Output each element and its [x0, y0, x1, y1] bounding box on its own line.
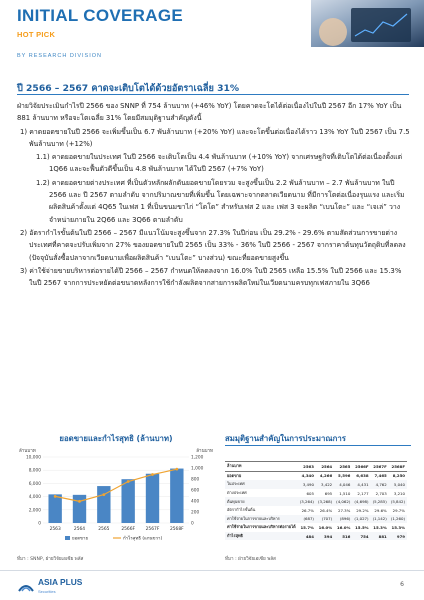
table-row	[225, 515, 407, 524]
y-right-unit: ล้านบาท	[196, 449, 213, 454]
footer-divider	[0, 570, 424, 571]
table-cell: (687)	[298, 515, 316, 524]
table-cell: 26.7%	[301, 507, 314, 513]
table-cell: (4,062)	[334, 497, 352, 506]
point-1-1: 1.1) คาดยอดขายในประเทศ ในปี 2566 จะเติบโตเป็น 4.4 พันล้านบาท (+10% YoY) จากเศรษฐกิจที่เติบโตได้ต่อเนื่องตั้งแต่ 1Q66 และจะฟื้นตัวดีขึ้นเป็น 4.8 พันล้านบาท ได้ในปี 2567 (+7% YoY)	[36, 153, 403, 174]
table-divider	[225, 445, 411, 446]
intro-paragraph: ฝ่ายวิจัยประเมินกำไรปี 2566 ของ SNNP ที่ 754 ล้านบาท (+46% YoY) โดยคาดจะโตได้ต่อเนื่องไปในปี 2567 อีก 17% YoY เป็น 881 ล้านบาท หรือจะโตเฉลี่ย 31% โดยมีสมมุติฐานสำคัญดังนี้	[17, 102, 402, 123]
sales-bar	[146, 474, 159, 523]
table-cell: 754	[352, 532, 370, 541]
table-cell: 695	[324, 490, 333, 496]
table-header-year: 2567F	[371, 462, 389, 472]
table-cell: (4,698)	[352, 497, 370, 506]
point-2: 2) อัตรากำไรขั้นต้นในปี 2566 – 2567 มีแนวโน้มจะสูงขึ้นจาก 27.3% ในปีก่อน เป็น 29.2% - 29.6% ตามสัดส่วนการขายต่างประเทศที่คาดจะปรับเพิ่มจาก 27% ของยอดขายในปี 2565 เป็น 33% - 36% ในปี 2566 - 2567 จากราคาต้นทุนวัตถุดิบที่ลดลง (ปัจจุบันสั่งซื้อปลาจากเวียดนามเพื่อผลิตสินค้า “เบนโตะ” บางส่วน) ขณะที่ยอดขายสูงขึ้น	[20, 228, 406, 262]
y-left-tick-label: 0	[38, 521, 41, 527]
report-byline: BY RESEARCH DIVISION	[17, 53, 102, 59]
table-cell: 5,596	[338, 473, 351, 479]
body-text	[17, 100, 411, 290]
table-cell: 29.6%	[374, 507, 387, 513]
report-header	[0, 0, 424, 66]
table-cell: 4,762	[371, 480, 389, 489]
table-row-label: ค่าใช้จ่ายในการขายและบริหารต่อรายได้	[227, 524, 296, 530]
x-tick-label: 2565	[98, 527, 110, 532]
table-title: สมมุติฐานสำคัญในการประมาณการ	[225, 434, 346, 443]
asia-plus-logo	[18, 578, 82, 596]
table-cell: (5,842)	[389, 497, 407, 506]
logo-subtitle: Securities	[38, 589, 56, 594]
table-cell: 4,431	[352, 480, 370, 489]
profit-point	[127, 480, 130, 483]
profit-point	[78, 500, 81, 503]
report-category: HOT PICK	[17, 30, 56, 39]
section-divider	[17, 94, 409, 95]
sales-bar	[170, 469, 183, 523]
table-cell: 4,046	[334, 480, 352, 489]
table-row	[225, 497, 407, 506]
x-tick-label: 2563	[49, 527, 61, 532]
table-body	[225, 471, 407, 540]
sales-bar	[121, 479, 134, 523]
logo-mark-icon	[18, 581, 34, 593]
point-1-2: 1.2) คาดยอดขายต่างประเทศ ที่เป็นตัวหลักผลักดันยอดขายโดยรวม จะสูงขึ้นเป็น 2.2 พันล้านบาท – 2.7 พันล้านบาท ในปี 2566 และ ปี 2567 ตามลำดับ จากปริมาณขายที่เพิ่มขึ้น โดยเฉพาะจากตลาดเวียดนาม ที่มีการโตต่อเนื่องรุนแรง และเริ่มผลิตสินค้าตั้งแต่ 4Q65 ในเฟส 1 ที่เป็นขนมขาไก่ “โดโด” สำหรับเฟส 2 และ เฟส 3 จะผลิต “เบนโตะ” และ “เจเล่” วางจำหน่ายภายใน 2Q66 และ 3Q66 ตามลำดับ	[36, 178, 405, 224]
sales-bar	[73, 495, 86, 523]
header-photo	[311, 0, 424, 47]
table-cell: 881	[371, 532, 389, 541]
legend-label-profit: กำไรสุทธิ (แกนขวา)	[123, 536, 163, 542]
report-title: INITIAL COVERAGE	[17, 6, 184, 25]
table-cell: 2,703	[375, 490, 387, 496]
table-cell: 15.3%	[391, 524, 405, 530]
table-row	[225, 471, 407, 480]
table-cell: 484	[298, 532, 316, 541]
table-cell: 15.3%	[373, 524, 387, 530]
table-row	[225, 506, 407, 515]
table-header-year: 2566F	[352, 462, 370, 472]
legend-swatch-sales	[65, 536, 70, 540]
table-cell: (3,268)	[316, 497, 334, 506]
table-row	[225, 480, 407, 489]
table-cell: 3,422	[316, 480, 334, 489]
chart-source: ที่มา : SNNP, ฝ่ายวิจัยเอเซีย พลัส	[17, 557, 84, 562]
table-cell: 605	[306, 490, 314, 496]
x-tick-label: 2566F	[121, 527, 136, 532]
table-cell: 3,490	[298, 480, 316, 489]
table-header-year: 2568F	[389, 462, 407, 472]
table-row-label: ต้นทุนขาย	[225, 497, 298, 506]
y-right-tick-label: 1,200	[191, 455, 204, 461]
table-cell: 15.7%	[300, 524, 314, 530]
page-number: 6	[400, 581, 404, 588]
table-cell: 4,266	[319, 473, 333, 479]
table-row-label: ยอดขาย	[227, 472, 242, 478]
table-cell: (3,264)	[298, 497, 316, 506]
table-header-year: 2564	[316, 462, 334, 472]
table-cell: 6,638	[356, 473, 369, 479]
legend-label-sales: ยอดขาย	[72, 536, 89, 542]
y-left-tick-label: 6,000	[28, 481, 41, 487]
table-cell: 2,177	[357, 490, 369, 496]
table-header-label: ล้านบาท	[225, 462, 298, 472]
table-cell: (1,027)	[352, 515, 370, 524]
page-footer	[0, 570, 424, 600]
point-1: 1) คาดยอดขายในปี 2566 จะเพิ่มขึ้นเป็น 6.7 พันล้านบาท (+20% YoY) และจะโตขึ้นต่อเนื่องได้ราว 13% YoY ในปี 2567 เป็น 7.5 พันล้านบาท (+12%)	[20, 127, 410, 148]
section-title: ปี 2566 – 2567 คาดจะเติบโตได้ด้วยอัตราเฉลี่ย 31%	[17, 83, 240, 94]
x-tick-label: 2567F	[145, 527, 160, 532]
table-source: ที่มา : ฝ่ายวิจัยเอเซีย พลัส	[225, 557, 276, 562]
y-left-tick-label: 4,000	[28, 495, 41, 501]
table-cell: 8,250	[392, 473, 405, 479]
profit-point	[54, 495, 57, 498]
logo-name: ASIA PLUS	[38, 577, 83, 587]
table-cell: 16.0%	[318, 524, 333, 530]
y-right-tick-label: 400	[191, 499, 200, 505]
point-3: 3) ค่าใช้จ่ายขายบริหารต่อรายได้ปี 2566 – 2567 กำหนดให้ลดลงจาก 16.0% ในปี 2565 เหลือ 15.5% ในปี 2566 และ 15.3% ในปี 2567 จากการประหยัดต่อขนาดหลังการใช้กำลังผลิตจากสายการผลิตใหม่ในเวียดนามครบทุกเฟสภายใน 3Q66	[20, 266, 402, 288]
table-row-label: ต่างประเทศ	[227, 490, 247, 496]
table-row-label: ค่าใช้จ่ายในการขายและบริหาร	[225, 515, 298, 524]
y-right-tick-label: 0	[191, 521, 194, 527]
y-left-tick-label: 10,000	[25, 455, 41, 461]
table-cell: 15.5%	[355, 524, 369, 530]
y-right-tick-label: 200	[191, 510, 200, 516]
table-cell: 27.3%	[337, 507, 351, 513]
table-cell: 394	[316, 532, 334, 541]
table-row	[225, 523, 407, 532]
profit-point	[175, 468, 178, 471]
y-right-tick-label: 600	[191, 488, 200, 494]
x-tick-label: 2564	[73, 527, 86, 532]
y-left-unit: ล้านบาท	[19, 449, 36, 454]
assumption-figure	[225, 433, 411, 540]
table-row-label: อัตรากำไรขั้นต้น	[227, 507, 256, 513]
table-cell: 29.2%	[356, 507, 369, 513]
table-header-year: 2565	[334, 462, 352, 472]
table-cell: 3,210	[393, 490, 405, 496]
profit-point	[151, 473, 154, 476]
table-cell: 4,340	[301, 473, 314, 479]
table-row	[225, 489, 407, 498]
table-cell: 5,040	[389, 480, 407, 489]
y-left-tick-label: 2,000	[28, 508, 41, 514]
sales-profit-chart	[17, 445, 215, 545]
table-cell: 29.7%	[392, 507, 405, 513]
table-cell: 516	[334, 532, 352, 541]
chart-title: ยอดขายและกำไรสุทธิ (ล้านบาท)	[59, 434, 173, 443]
table-cell: (1,260)	[389, 515, 407, 524]
table-cell: (5,285)	[371, 497, 389, 506]
table-header-year: 2563	[298, 462, 316, 472]
sales-bar	[48, 494, 61, 523]
table-row-label: กำไรสุทธิ	[225, 532, 298, 541]
y-left-tick-label: 8,000	[28, 468, 41, 474]
x-tick-label: 2568F	[169, 527, 184, 532]
table-header-row	[225, 462, 407, 472]
profit-point	[102, 493, 105, 496]
assumption-table	[225, 461, 407, 540]
y-right-tick-label: 1,000	[191, 466, 204, 472]
table-row	[225, 532, 407, 541]
y-right-tick-label: 800	[191, 477, 200, 483]
table-cell: 1,510	[339, 490, 351, 496]
table-cell: 26.4%	[319, 507, 333, 513]
table-cell: (1,142)	[371, 515, 389, 524]
table-cell: (707)	[316, 515, 334, 524]
table-cell: 16.0%	[336, 524, 351, 530]
table-cell: 7,465	[374, 473, 387, 479]
table-cell: 979	[389, 532, 407, 541]
table-row-label: ในประเทศ	[225, 480, 298, 489]
table-cell: (896)	[334, 515, 352, 524]
sales-profit-figure	[17, 433, 215, 542]
